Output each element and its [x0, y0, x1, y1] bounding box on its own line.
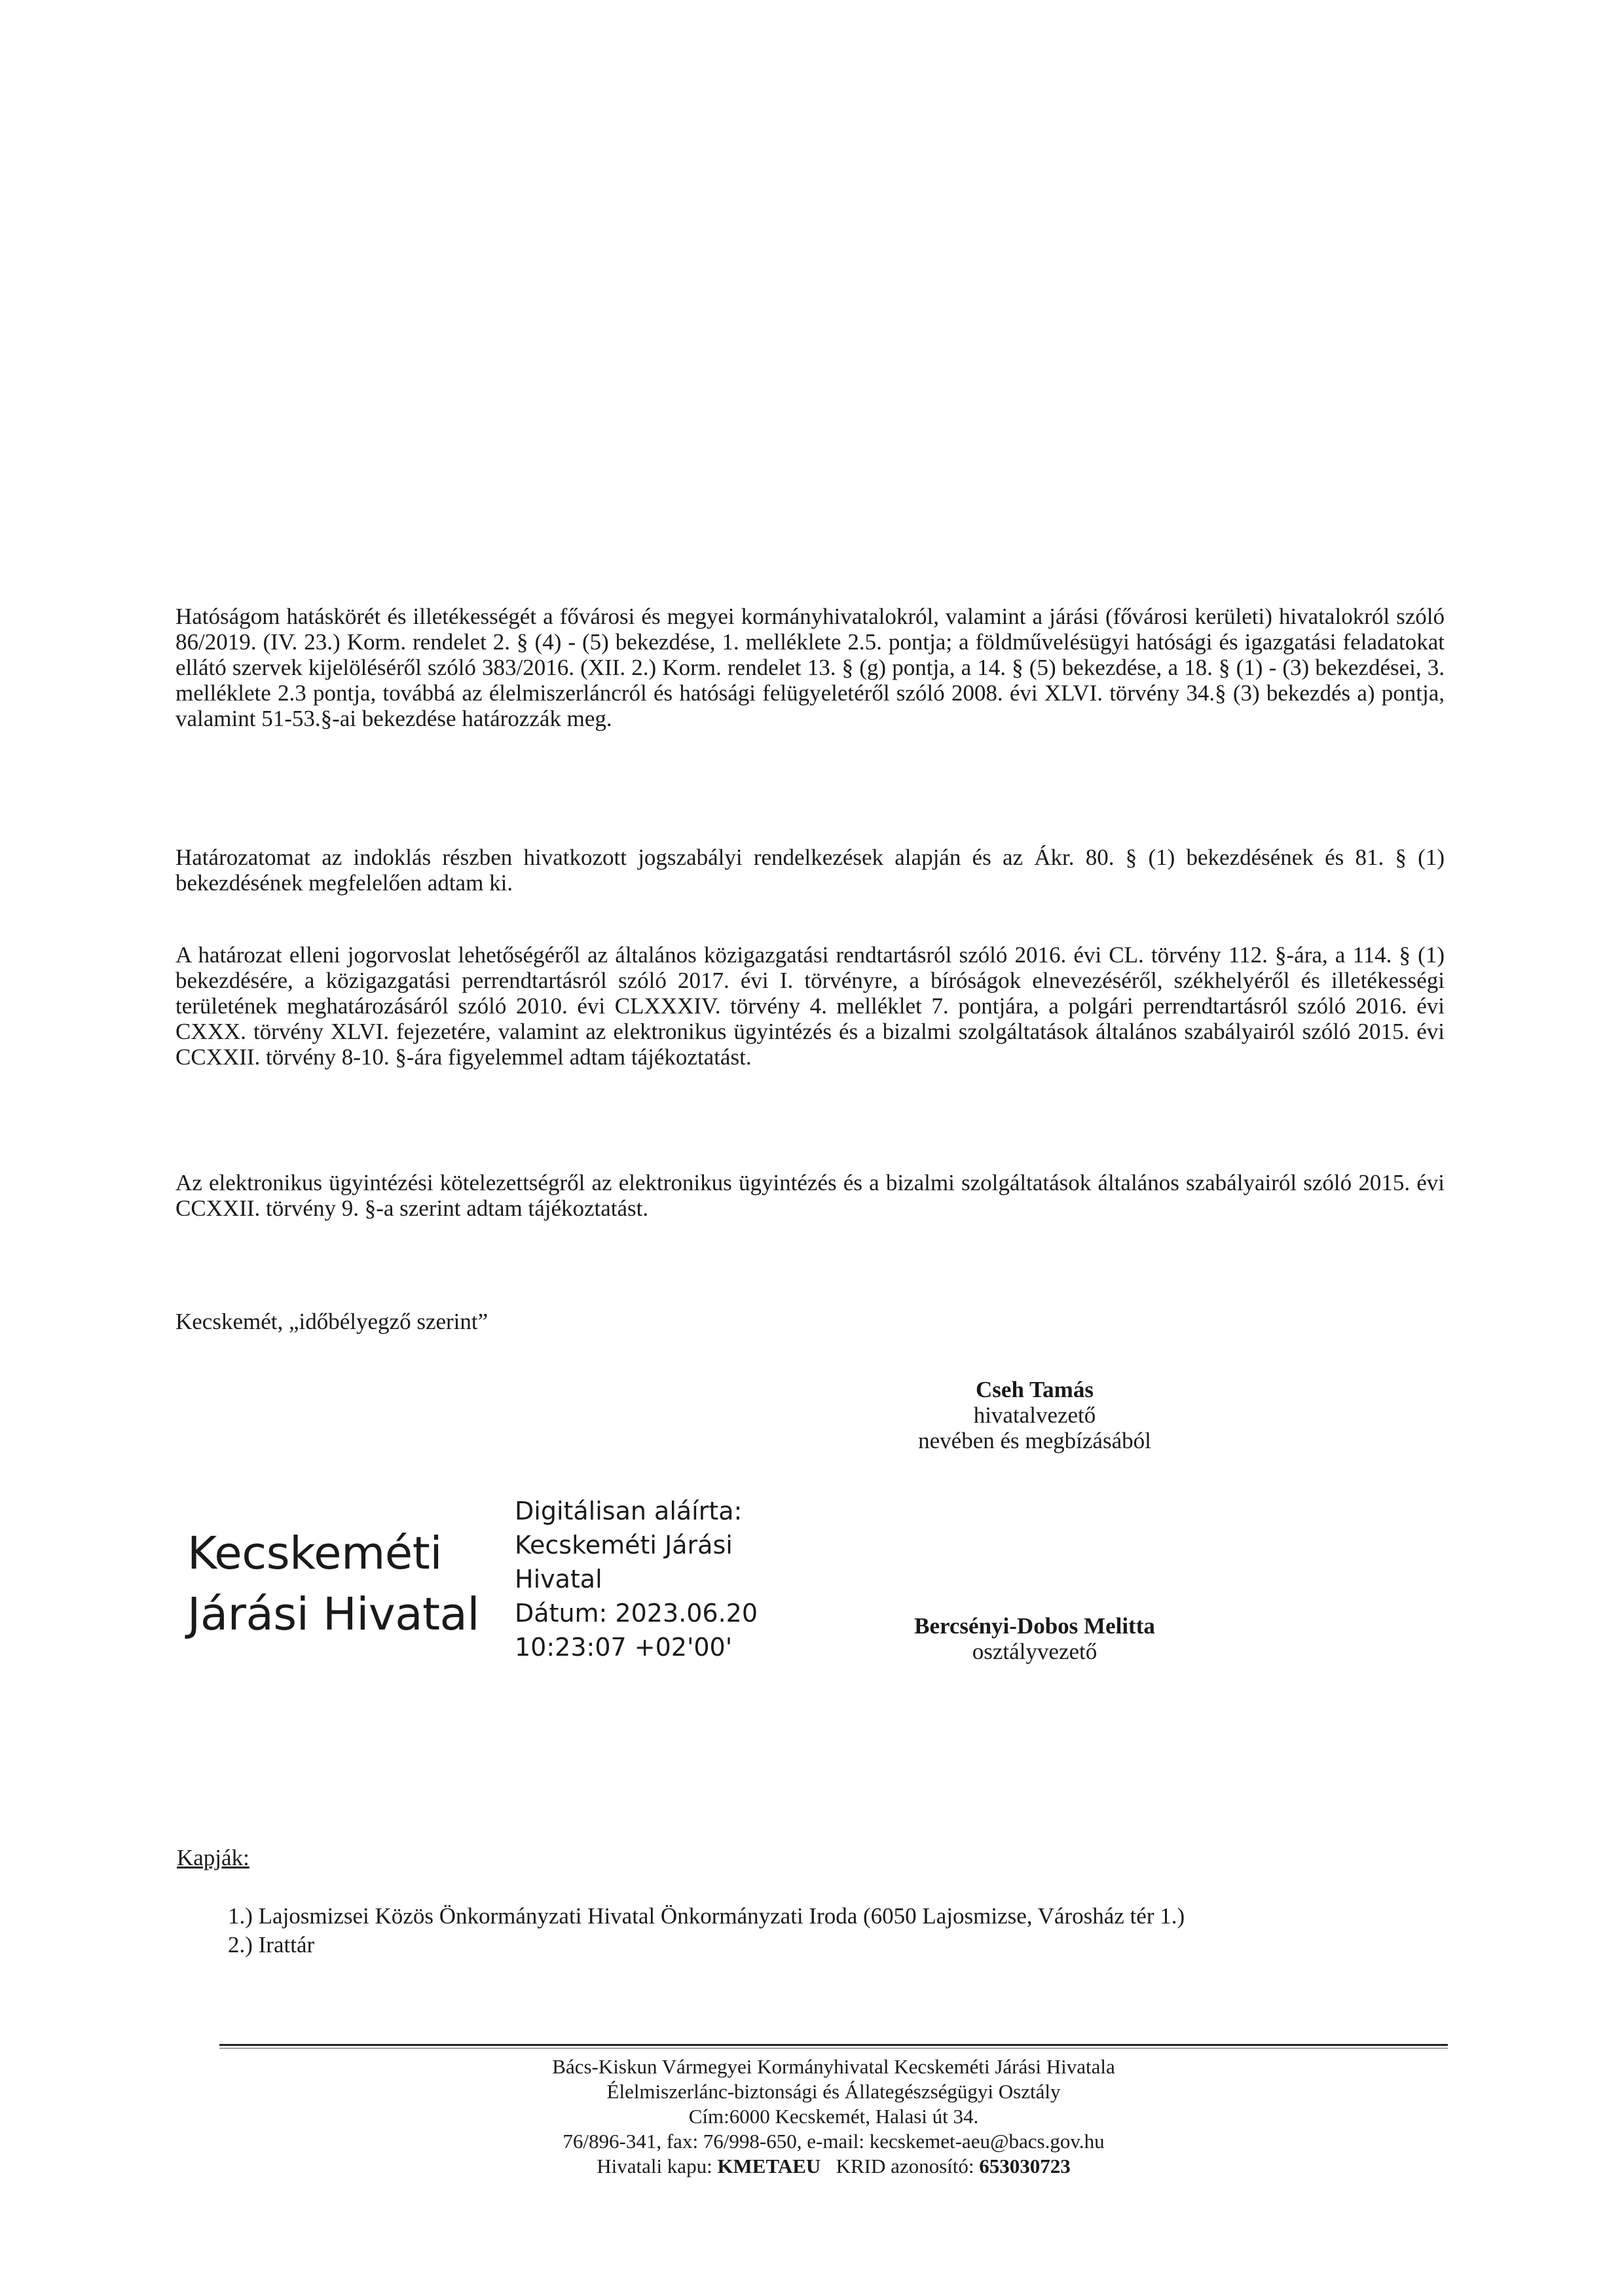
- footer: [219, 2054, 1448, 2179]
- recipients-title: Kapják:: [177, 1845, 249, 1870]
- digital-signature-info-line5: 10:23:07 +02'00': [515, 1633, 733, 1662]
- footer-krid-label: KRID azonosító:: [821, 2155, 980, 2178]
- signatory-department-head-title: osztályvezető: [972, 1639, 1098, 1664]
- digital-signature-info-line4: Dátum: 2023.06.20: [515, 1599, 758, 1628]
- paragraph-competence: Hatóságom hatáskörét és illetékességét a fővárosi és megyei kormányhivatalokról, valamint a járási (fővárosi kerületi) hivatalokról szóló 86/2019. (IV. 23.) Korm. rendelet 2. § (4) - (5) bekezdése, 1. melléklete 2.5. pontja; a földművelésügyi hatósági és igazgatási feladatokat ellátó szervek kijelöléséről szóló 383/2016. (XII. 2.) Korm. rendelet 13. § (g) pontja, a 14. § (5) bekezdése, a 18. § (1) - (3) bekezdései, 3. melléklete 2.3 pontja, továbbá az élelmiszerláncról és hatósági felügyeletéről szóló 2008. évi XLVI. törvény 34.§ (3) bekezdés a) pontja, valamint 51-53.§-ai bekezdése határozzák meg.: [175, 604, 1445, 731]
- signatory-department-head: [812, 1613, 1257, 1664]
- footer-krid-value: 653030723: [979, 2155, 1071, 2178]
- digital-signature-info-line3: Hivatal: [515, 1565, 602, 1594]
- footer-divider: [219, 2044, 1448, 2046]
- digital-signature-name-line2: Járási Hivatal: [187, 1588, 480, 1641]
- digital-signature-info: [515, 1494, 816, 1664]
- footer-address: Cím:6000 Kecskemét, Halasi út 34.: [688, 2105, 979, 2128]
- digital-signature-info-line2: Kecskeméti Járási: [515, 1531, 733, 1559]
- footer-kapu-value: KMETAEU: [717, 2155, 821, 2178]
- signatory-head-name: Cseh Tamás: [976, 1377, 1094, 1402]
- signatory-department-head-name: Bercsényi-Dobos Melitta: [914, 1613, 1155, 1639]
- footer-contacts: 76/896-341, fax: 76/998-650, e-mail: kecskemet-aeu@bacs.gov.hu: [563, 2130, 1105, 2153]
- footer-divider-thin: [219, 2048, 1448, 2049]
- digital-signature-name: [187, 1494, 515, 1645]
- footer-department: Élelmiszerlánc-biztonsági és Állategészségügyi Osztály: [606, 2080, 1061, 2103]
- digital-signature-name-line1: Kecskeméti: [187, 1527, 442, 1580]
- recipient-item: 2.) Irattár: [228, 1932, 315, 1958]
- digital-signature-info-line1: Digitálisan aláírta:: [515, 1497, 743, 1525]
- footer-kapu-label: Hivatali kapu:: [597, 2155, 718, 2178]
- recipient-item: 1.) Lajosmizsei Közös Önkormányzati Hivatal Önkormányzati Iroda (6050 Lajosmizse, Városház tér 1.): [228, 1903, 1185, 1929]
- recipients-list: [228, 1902, 1185, 1959]
- signatory-head-note: nevében és megbízásából: [918, 1428, 1151, 1453]
- signatory-head-title: hivatalvezető: [973, 1402, 1096, 1428]
- footer-ids: [219, 2154, 1448, 2179]
- paragraph-decision-basis: Határozatomat az indoklás részben hivatkozott jogszabályi rendelkezések alapján és az Ákr. 80. § (1) bekezdésének és 81. § (1) bekezdésének megfelelően adtam ki.: [175, 845, 1445, 896]
- footer-office: Bács-Kiskun Vármegyei Kormányhivatal Kecskeméti Járási Hivatala: [552, 2055, 1115, 2078]
- digital-signature: [187, 1494, 816, 1717]
- paragraph-legal-remedy: A határozat elleni jogorvoslat lehetőségéről az általános közigazgatási rendtartásról szóló 2016. évi CL. törvény 112. §-ára, a 114. § (1) bekezdésére, a közigazgatási perrendtartásról szóló 2017. évi I. törvényre, a bíróságok elnevezéséről, székhelyéről és illetékességi területének meghatározásáról szóló 2010. évi CLXXXIV. törvény 4. melléklet 7. pontjára, a polgári perrendtartásról szóló 2016. évi CXXX. törvény XLVI. fejezetére, valamint az elektronikus ügyintézés és a bizalmi szolgáltatások általános szabályairól szóló 2015. évi CCXXII. törvény 8-10. §-ára figyelemmel adtam tájékoztatást.: [175, 942, 1445, 1070]
- signatory-head: [812, 1377, 1257, 1453]
- paragraph-electronic-admin: Az elektronikus ügyintézési kötelezettségről az elektronikus ügyintézés és a bizalmi szolgáltatások általános szabályairól szóló 2015. évi CCXXII. törvény 9. §-a szerint adtam tájékoztatást.: [175, 1170, 1445, 1221]
- place-date: Kecskemét, „időbélyegző szerint”: [175, 1309, 489, 1334]
